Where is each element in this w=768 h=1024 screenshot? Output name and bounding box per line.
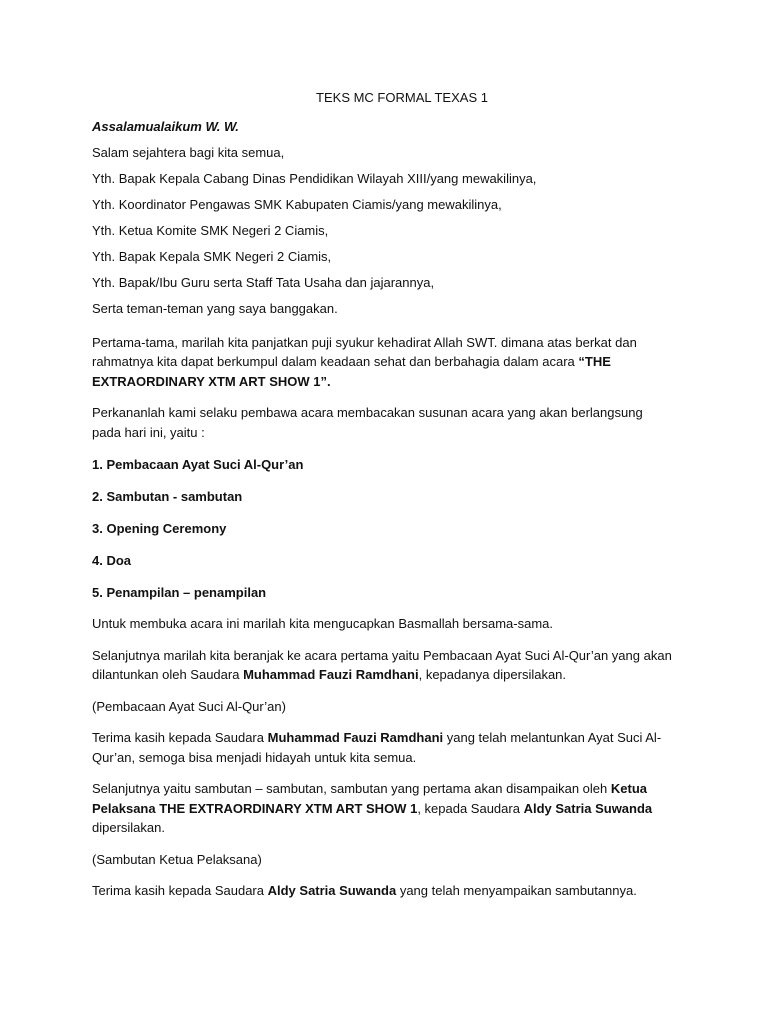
paragraph-text: yang telah menyampaikan sambutannya. bbox=[396, 883, 637, 898]
greeting-line: Yth. Ketua Komite SMK Negeri 2 Ciamis, bbox=[92, 223, 329, 238]
greeting-line: Yth. Bapak/Ibu Guru serta Staff Tata Usaha dan jajarannya, bbox=[92, 275, 435, 290]
paragraph-basmallah: Untuk membuka acara ini marilah kita mengucapkan Basmallah bersama-sama. bbox=[92, 616, 553, 631]
agenda-item: 1. Pembacaan Ayat Suci Al-Qur’an bbox=[92, 456, 304, 472]
person-name: Muhammad Fauzi Ramdhani bbox=[267, 730, 444, 745]
paragraph-text: , kepadanya dipersilakan. bbox=[418, 667, 567, 682]
paragraph-text: Terima kasih kepada Saudara bbox=[92, 883, 268, 898]
person-name: Aldy Satria Suwanda bbox=[523, 800, 653, 816]
greeting-line: Yth. Bapak Kepala Cabang Dinas Pendidikan Wilayah XIII/yang mewakilinya, bbox=[92, 171, 537, 186]
paragraph-agenda-intro: Perkananlah kami selaku pembawa acara membacakan susunan acara yang akan berlangsung pada hari ini, yaitu : bbox=[92, 405, 643, 440]
paragraph-text: Pertama-tama, marilah kita panjatkan puji syukur kehadirat Allah SWT. dimana atas berkat dan rahmatnya kita dapat berkumpul dalam keadaan sehat dan berbahagia dalam acara bbox=[92, 334, 637, 369]
greeting-line: Serta teman-teman yang saya banggakan. bbox=[92, 301, 338, 316]
role-name: Ketua Pelaksana THE EXTRAORDINARY XTM ART SHOW 1 bbox=[92, 781, 648, 816]
paragraph-text: yang telah melantunkan Ayat Suci Al-Qur’an, semoga bisa menjadi hidayah untuk kita semua. bbox=[92, 730, 662, 765]
opening-salam: Assalamualaikum W. W. bbox=[92, 118, 239, 134]
event-name: “THE EXTRAORDINARY XTM ART SHOW 1”. bbox=[92, 354, 611, 389]
paragraph-text: Selanjutnya marilah kita beranjak ke acara pertama yaitu Pembacaan Ayat Suci Al-Qur’an yang akan dilantunkan oleh Saudara bbox=[92, 647, 672, 682]
person-name: Muhammad Fauzi Ramdhani bbox=[243, 667, 419, 682]
paragraph-text: , kepada Saudara bbox=[417, 800, 524, 816]
paragraph-opening bbox=[92, 333, 672, 392]
paragraph-stage-note: (Pembacaan Ayat Suci Al-Qur’an) bbox=[92, 698, 286, 714]
agenda-item: 3. Opening Ceremony bbox=[92, 520, 227, 536]
paragraph-text: dipersilakan. bbox=[92, 820, 165, 835]
agenda-item: 2. Sambutan - sambutan bbox=[92, 488, 243, 504]
document-page bbox=[92, 88, 672, 901]
paragraph-first-agenda bbox=[92, 646, 672, 685]
person-name: Aldy Satria Suwanda bbox=[267, 883, 397, 898]
paragraph-thanks-1 bbox=[92, 728, 672, 767]
agenda-item: 5. Penampilan – penampilan bbox=[92, 584, 267, 600]
paragraph-thanks-2 bbox=[92, 881, 672, 901]
greeting-line: Yth. Koordinator Pengawas SMK Kabupaten Ciamis/yang mewakilinya, bbox=[92, 197, 502, 212]
paragraph-stage-note: (Sambutan Ketua Pelaksana) bbox=[92, 851, 262, 867]
agenda-item: 4. Doa bbox=[92, 552, 132, 568]
greeting-line: Salam sejahtera bagi kita semua, bbox=[92, 145, 285, 160]
greeting-line: Yth. Bapak Kepala SMK Negeri 2 Ciamis, bbox=[92, 249, 332, 264]
paragraph-text: Selanjutnya yaitu sambutan – sambutan, sambutan yang pertama akan disampaikan oleh bbox=[92, 781, 611, 796]
paragraph-speech bbox=[92, 779, 672, 838]
paragraph-text: Terima kasih kepada Saudara bbox=[92, 730, 268, 745]
document-title: TEKS MC FORMAL TEXAS 1 bbox=[316, 90, 488, 105]
